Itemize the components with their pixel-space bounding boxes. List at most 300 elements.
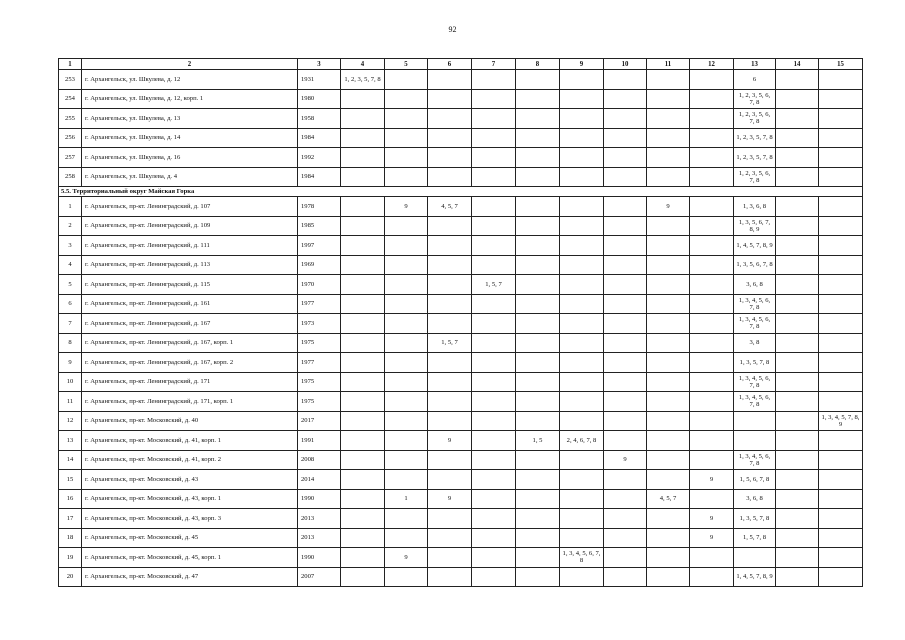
table-cell	[647, 109, 690, 129]
table-cell	[560, 216, 604, 236]
table-cell	[428, 167, 472, 187]
table-cell: 1, 3, 4, 5, 7, 8, 9	[819, 411, 863, 431]
table-cell: 9	[428, 489, 472, 509]
table-row	[59, 314, 863, 334]
table-cell	[341, 528, 385, 548]
table-cell	[516, 70, 560, 90]
table-cell	[341, 567, 385, 587]
row-number-cell: 5	[59, 275, 82, 295]
column-header: 9	[560, 59, 604, 70]
table-cell	[516, 128, 560, 148]
year-cell: 1990	[298, 548, 341, 568]
table-cell	[690, 197, 734, 217]
table-cell	[428, 450, 472, 470]
year-cell: 1969	[298, 255, 341, 275]
table-cell	[776, 128, 819, 148]
table-cell	[428, 353, 472, 373]
table-cell	[341, 236, 385, 256]
table-cell	[385, 392, 428, 412]
table-cell	[428, 255, 472, 275]
table-cell	[690, 392, 734, 412]
table-cell	[385, 216, 428, 236]
table-cell	[690, 431, 734, 451]
table-cell: 1, 3, 4, 5, 6, 7, 8	[734, 294, 776, 314]
table-cell	[819, 128, 863, 148]
table-cell	[647, 509, 690, 529]
table-cell: 1, 2, 3, 5, 7, 8	[341, 70, 385, 90]
table-cell	[647, 294, 690, 314]
table-cell	[690, 548, 734, 568]
table-cell	[819, 489, 863, 509]
table-cell	[604, 528, 647, 548]
table-cell	[690, 167, 734, 187]
table-cell	[776, 216, 819, 236]
address-cell: г. Архангельск, пр-кт. Ленинградский, д. 171, корп. 1	[82, 392, 298, 412]
table-cell	[472, 255, 516, 275]
table-cell	[385, 314, 428, 334]
year-cell: 1958	[298, 109, 341, 129]
table-row	[59, 431, 863, 451]
table-cell	[690, 411, 734, 431]
table-row	[59, 450, 863, 470]
row-number-cell: 7	[59, 314, 82, 334]
table-cell	[560, 372, 604, 392]
table-cell	[819, 70, 863, 90]
address-cell: г. Архангельск, пр-кт. Московский, д. 41, корп. 1	[82, 431, 298, 451]
table-cell	[560, 470, 604, 490]
table-cell	[604, 216, 647, 236]
table-cell	[776, 470, 819, 490]
table-cell	[819, 294, 863, 314]
table-cell	[516, 489, 560, 509]
table-cell	[604, 236, 647, 256]
table-cell	[472, 528, 516, 548]
table-row	[59, 275, 863, 295]
table-cell	[604, 489, 647, 509]
table-cell	[341, 392, 385, 412]
table-cell	[341, 128, 385, 148]
table-cell: 1, 5, 7	[472, 275, 516, 295]
table-cell	[690, 294, 734, 314]
table-cell	[776, 236, 819, 256]
table-cell	[690, 109, 734, 129]
year-cell: 1977	[298, 294, 341, 314]
table-row	[59, 216, 863, 236]
table-cell	[776, 275, 819, 295]
table-cell: 1, 5	[516, 431, 560, 451]
table-cell	[385, 353, 428, 373]
table-cell	[560, 148, 604, 168]
table-cell	[341, 197, 385, 217]
table-cell: 9	[690, 470, 734, 490]
table-cell	[428, 294, 472, 314]
table-cell	[604, 431, 647, 451]
table-cell: 9	[690, 509, 734, 529]
table-cell	[776, 314, 819, 334]
table-cell	[428, 548, 472, 568]
year-cell: 1980	[298, 89, 341, 109]
row-number-cell: 4	[59, 255, 82, 275]
table-cell: 6	[734, 70, 776, 90]
table-cell	[776, 548, 819, 568]
table-cell	[819, 255, 863, 275]
year-cell: 1931	[298, 70, 341, 90]
table-cell	[690, 70, 734, 90]
table-cell	[428, 392, 472, 412]
table-cell	[819, 470, 863, 490]
table-cell	[776, 167, 819, 187]
table-cell	[560, 411, 604, 431]
table-cell	[776, 509, 819, 529]
table-cell	[604, 470, 647, 490]
address-cell: г. Архангельск, пр-кт. Ленинградский, д. 171	[82, 372, 298, 392]
table-cell	[560, 528, 604, 548]
table-cell	[516, 197, 560, 217]
table-row	[59, 548, 863, 568]
address-cell: г. Архангельск, ул. Шкулева, д. 14	[82, 128, 298, 148]
table-cell	[647, 431, 690, 451]
table-cell	[428, 109, 472, 129]
table-cell	[819, 314, 863, 334]
table-cell	[472, 548, 516, 568]
table-row	[59, 372, 863, 392]
table-cell	[647, 128, 690, 148]
table-cell	[516, 109, 560, 129]
table-cell: 1, 2, 3, 5, 6, 7, 8	[734, 109, 776, 129]
table-cell	[472, 392, 516, 412]
table-cell	[472, 167, 516, 187]
table-cell	[776, 294, 819, 314]
row-number-cell: 258	[59, 167, 82, 187]
table-cell	[560, 128, 604, 148]
row-number-cell: 13	[59, 431, 82, 451]
address-cell: г. Архангельск, пр-кт. Ленинградский, д. 167, корп. 1	[82, 333, 298, 353]
table-cell	[472, 148, 516, 168]
table-cell	[604, 333, 647, 353]
table-cell	[516, 450, 560, 470]
table-cell	[690, 255, 734, 275]
table-cell	[776, 392, 819, 412]
table-cell	[472, 372, 516, 392]
table-cell	[385, 470, 428, 490]
table-cell	[604, 294, 647, 314]
address-cell: г. Архангельск, пр-кт. Ленинградский, д. 161	[82, 294, 298, 314]
table-cell: 1, 2, 3, 5, 7, 8	[734, 148, 776, 168]
row-number-cell: 15	[59, 470, 82, 490]
year-cell: 2013	[298, 509, 341, 529]
table-cell	[385, 255, 428, 275]
table-cell	[341, 148, 385, 168]
table-cell: 9	[647, 197, 690, 217]
table-cell	[341, 167, 385, 187]
address-cell: г. Архангельск, ул. Шкулева, д. 12, корп. 1	[82, 89, 298, 109]
table-cell	[819, 567, 863, 587]
table-cell	[647, 216, 690, 236]
table-cell	[776, 567, 819, 587]
table-cell	[604, 567, 647, 587]
table-cell	[560, 489, 604, 509]
table-cell	[341, 294, 385, 314]
table-cell	[819, 236, 863, 256]
year-cell: 1997	[298, 236, 341, 256]
table-cell	[341, 509, 385, 529]
table-cell	[560, 353, 604, 373]
row-number-cell: 8	[59, 333, 82, 353]
table-cell: 1, 3, 4, 5, 6, 7, 8	[734, 372, 776, 392]
column-header: 14	[776, 59, 819, 70]
table-cell	[472, 236, 516, 256]
table-cell	[516, 148, 560, 168]
table-cell	[341, 489, 385, 509]
table-cell	[428, 89, 472, 109]
table-cell	[819, 431, 863, 451]
table-cell	[560, 89, 604, 109]
table-cell	[516, 275, 560, 295]
column-header: 10	[604, 59, 647, 70]
row-number-cell: 19	[59, 548, 82, 568]
column-header: 5	[385, 59, 428, 70]
table-cell	[341, 275, 385, 295]
table-cell	[516, 167, 560, 187]
table-cell	[428, 509, 472, 529]
table-cell	[819, 353, 863, 373]
table-cell: 1, 4, 5, 7, 8, 9	[734, 567, 776, 587]
table-cell	[604, 353, 647, 373]
table-cell	[516, 89, 560, 109]
table-cell: 2, 4, 6, 7, 8	[560, 431, 604, 451]
address-cell: г. Архангельск, пр-кт. Ленинградский, д. 113	[82, 255, 298, 275]
year-cell: 2008	[298, 450, 341, 470]
table-cell: 1, 3, 4, 5, 6, 7, 8	[560, 548, 604, 568]
address-cell: г. Архангельск, пр-кт. Московский, д. 40	[82, 411, 298, 431]
table-cell: 1, 2, 3, 5, 6, 7, 8	[734, 167, 776, 187]
table-row	[59, 70, 863, 90]
address-cell: г. Архангельск, пр-кт. Ленинградский, д. 167, корп. 2	[82, 353, 298, 373]
row-number-cell: 3	[59, 236, 82, 256]
row-number-cell: 256	[59, 128, 82, 148]
table-row	[59, 128, 863, 148]
table-row	[59, 294, 863, 314]
table-cell	[472, 294, 516, 314]
table-cell	[560, 255, 604, 275]
table-cell	[560, 197, 604, 217]
row-number-cell: 1	[59, 197, 82, 217]
row-number-cell: 10	[59, 372, 82, 392]
table-cell	[647, 450, 690, 470]
table-cell	[819, 372, 863, 392]
table-cell	[604, 128, 647, 148]
address-cell: г. Архангельск, пр-кт. Ленинградский, д. 107	[82, 197, 298, 217]
table-cell	[604, 167, 647, 187]
table-cell	[604, 70, 647, 90]
table-cell	[385, 70, 428, 90]
row-number-cell: 254	[59, 89, 82, 109]
table-cell	[647, 167, 690, 187]
table-cell	[647, 89, 690, 109]
table-cell: 9	[385, 197, 428, 217]
table-cell	[472, 450, 516, 470]
table-cell	[776, 255, 819, 275]
table-cell	[385, 275, 428, 295]
table-cell	[385, 167, 428, 187]
table-cell	[690, 450, 734, 470]
table-row	[59, 148, 863, 168]
table-cell	[428, 216, 472, 236]
table-cell	[560, 333, 604, 353]
column-header: 15	[819, 59, 863, 70]
table-cell	[560, 450, 604, 470]
table-cell: 1, 2, 3, 5, 6, 7, 8	[734, 89, 776, 109]
table-cell	[472, 567, 516, 587]
column-header: 6	[428, 59, 472, 70]
table-row	[59, 236, 863, 256]
table-cell: 3, 8	[734, 333, 776, 353]
table-cell	[516, 392, 560, 412]
year-cell: 1977	[298, 353, 341, 373]
table-cell	[341, 333, 385, 353]
address-cell: г. Архангельск, пр-кт. Московский, д. 41, корп. 2	[82, 450, 298, 470]
table-cell	[516, 470, 560, 490]
address-cell: г. Архангельск, ул. Шкулева, д. 16	[82, 148, 298, 168]
table-row	[59, 567, 863, 587]
table-cell	[516, 294, 560, 314]
address-cell: г. Архангельск, пр-кт. Ленинградский, д. 115	[82, 275, 298, 295]
table-cell	[472, 109, 516, 129]
column-header: 13	[734, 59, 776, 70]
year-cell: 1984	[298, 128, 341, 148]
table-row	[59, 509, 863, 529]
address-cell: г. Архангельск, пр-кт. Ленинградский, д. 111	[82, 236, 298, 256]
table-cell	[341, 470, 385, 490]
year-cell: 1978	[298, 197, 341, 217]
address-cell: г. Архангельск, пр-кт. Московский, д. 43, корп. 3	[82, 509, 298, 529]
address-cell: г. Архангельск, пр-кт. Ленинградский, д. 167	[82, 314, 298, 334]
table-cell	[472, 431, 516, 451]
table-cell	[516, 548, 560, 568]
table-cell: 4, 5, 7	[647, 489, 690, 509]
table-cell	[604, 509, 647, 529]
table-cell	[819, 275, 863, 295]
table-cell	[472, 128, 516, 148]
table-cell	[516, 567, 560, 587]
table-cell	[385, 567, 428, 587]
table-cell	[647, 236, 690, 256]
table-cell	[776, 353, 819, 373]
address-cell: г. Архангельск, пр-кт. Ленинградский, д. 109	[82, 216, 298, 236]
table-cell: 1, 3, 5, 6, 7, 8, 9	[734, 216, 776, 236]
table-cell	[560, 509, 604, 529]
row-number-cell: 255	[59, 109, 82, 129]
year-cell: 1970	[298, 275, 341, 295]
table-cell	[819, 216, 863, 236]
year-cell: 1975	[298, 392, 341, 412]
table-cell	[428, 528, 472, 548]
table-cell	[560, 109, 604, 129]
table-cell	[385, 450, 428, 470]
data-table	[58, 58, 863, 587]
table-cell	[385, 411, 428, 431]
table-cell	[385, 236, 428, 256]
column-header: 12	[690, 59, 734, 70]
table-cell	[604, 148, 647, 168]
table-row	[59, 167, 863, 187]
table-cell	[647, 333, 690, 353]
row-number-cell: 11	[59, 392, 82, 412]
column-header: 2	[82, 59, 298, 70]
table-row	[59, 333, 863, 353]
table-cell	[428, 567, 472, 587]
table-cell	[776, 197, 819, 217]
table-cell	[428, 372, 472, 392]
table-cell	[734, 548, 776, 568]
table-cell	[604, 89, 647, 109]
table-cell	[428, 236, 472, 256]
table-cell	[819, 109, 863, 129]
table-cell	[385, 509, 428, 529]
year-cell: 2013	[298, 528, 341, 548]
table-cell	[690, 353, 734, 373]
table-cell	[516, 255, 560, 275]
section-row	[59, 187, 863, 197]
table-cell: 1, 5, 6, 7, 8	[734, 470, 776, 490]
address-cell: г. Архангельск, пр-кт. Московский, д. 45, корп. 1	[82, 548, 298, 568]
table-row	[59, 470, 863, 490]
table-cell	[604, 197, 647, 217]
year-cell: 1985	[298, 216, 341, 236]
table-cell	[472, 70, 516, 90]
table-row	[59, 89, 863, 109]
table-cell	[516, 314, 560, 334]
table-cell	[776, 411, 819, 431]
table-cell	[690, 148, 734, 168]
table-cell	[385, 372, 428, 392]
table-cell: 1, 3, 5, 7, 8	[734, 353, 776, 373]
table-cell	[819, 450, 863, 470]
column-header: 11	[647, 59, 690, 70]
table-cell	[647, 411, 690, 431]
table-cell	[690, 372, 734, 392]
table-cell	[819, 528, 863, 548]
year-cell: 1973	[298, 314, 341, 334]
table-cell	[428, 148, 472, 168]
table-cell: 1, 5, 7, 8	[734, 528, 776, 548]
table-cell	[385, 109, 428, 129]
table-cell	[604, 109, 647, 129]
address-cell: г. Архангельск, пр-кт. Московский, д. 43	[82, 470, 298, 490]
row-number-cell: 16	[59, 489, 82, 509]
table-cell: 1, 2, 3, 5, 7, 8	[734, 128, 776, 148]
table-cell	[472, 89, 516, 109]
table-cell	[690, 128, 734, 148]
table-cell	[604, 548, 647, 568]
table-cell	[819, 89, 863, 109]
table-cell: 1	[385, 489, 428, 509]
table-cell	[604, 275, 647, 295]
table-cell	[385, 333, 428, 353]
table-cell	[690, 89, 734, 109]
table-cell	[647, 548, 690, 568]
table-cell	[385, 148, 428, 168]
table-cell	[647, 148, 690, 168]
table-cell	[734, 431, 776, 451]
table-cell	[385, 431, 428, 451]
table-cell	[690, 489, 734, 509]
table-cell	[776, 450, 819, 470]
year-cell: 1992	[298, 148, 341, 168]
table-cell: 1, 3, 5, 7, 8	[734, 509, 776, 529]
column-header: 8	[516, 59, 560, 70]
column-header: 3	[298, 59, 341, 70]
